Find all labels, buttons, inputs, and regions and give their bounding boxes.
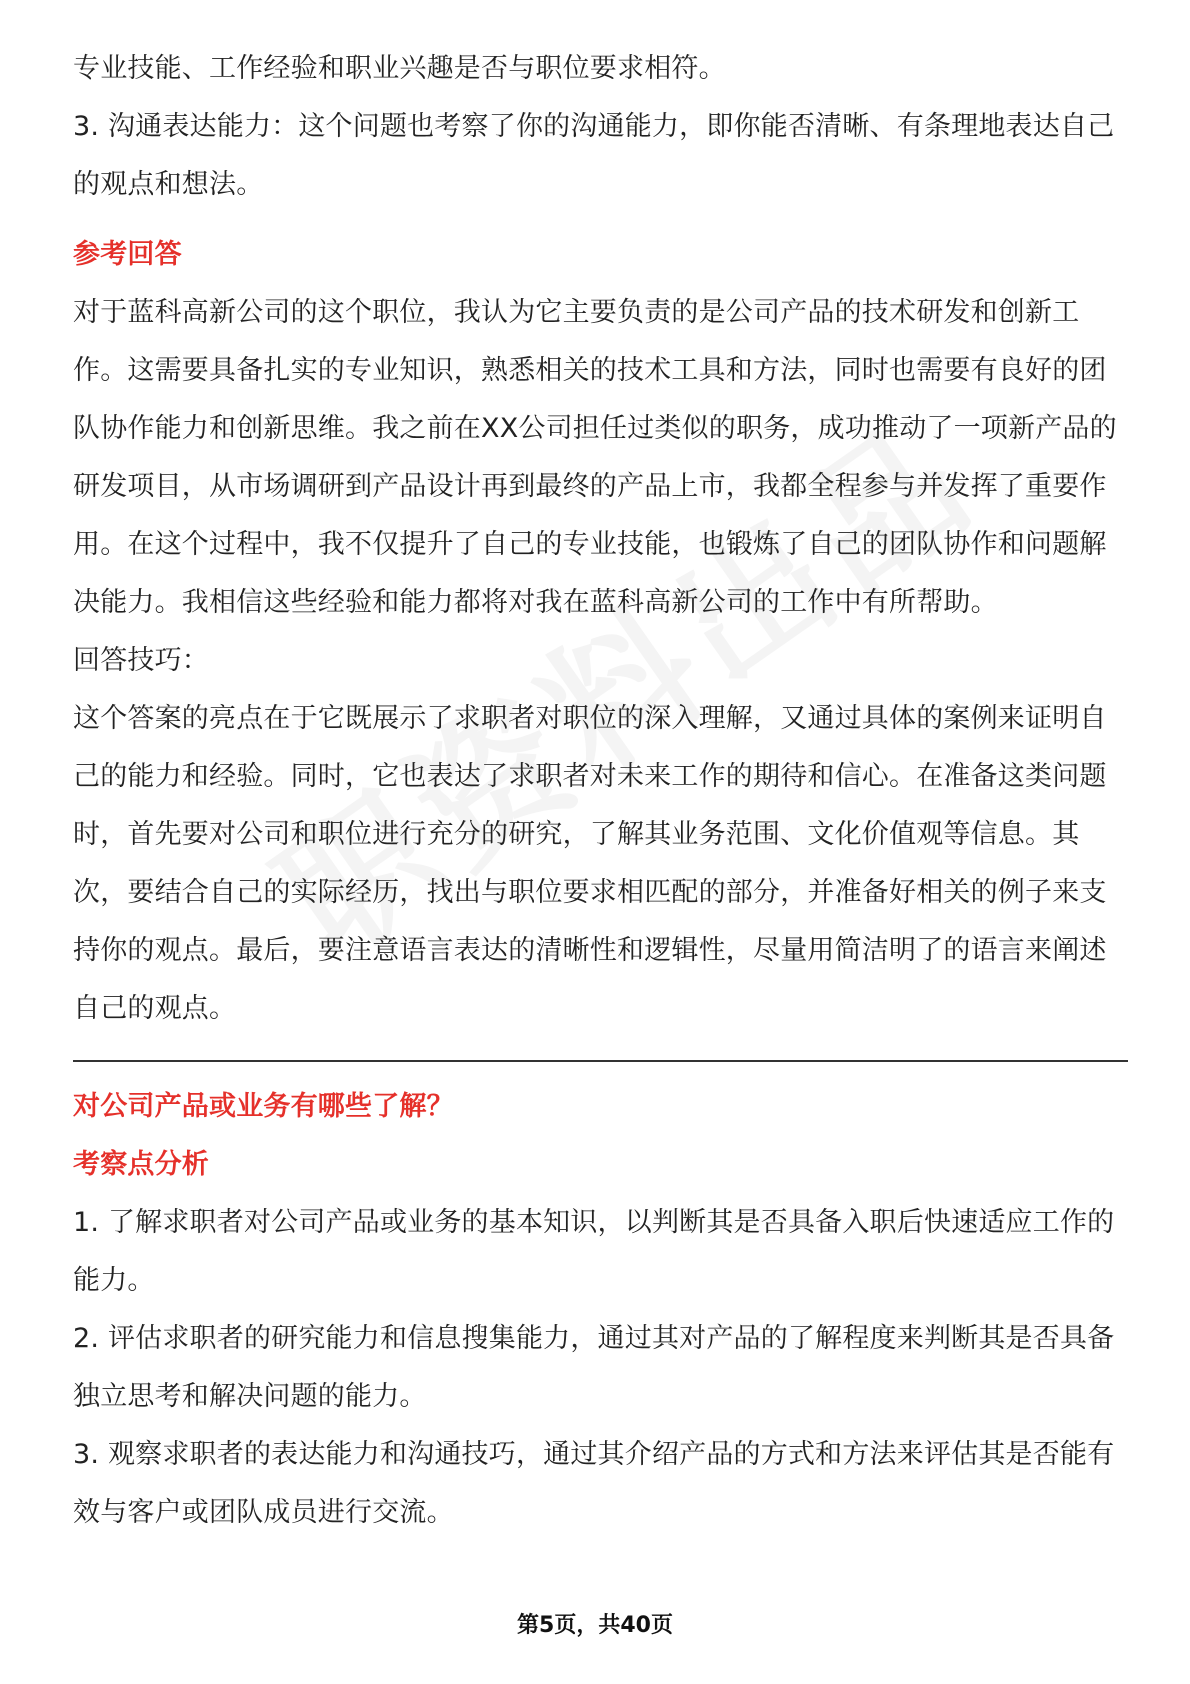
- answer-tips-label: 回答技巧：: [73, 645, 209, 676]
- reference-answer-heading: 参考回答: [73, 239, 182, 270]
- section-divider: [73, 1060, 1128, 1062]
- reference-answer-text: 对于蓝科高新公司的这个职位，我认为它主要负责的是公司产品的技术研发和创新工作。这需要具备扎实的专业知识，熟悉相关的技术工具和方法，同时也需要有良好的团队协作能力和创新思维。我之前在XX公司担任过类似的职务，成功推动了一项新产品的研发项目，从市场调研到产品设计再到最终的产品上市，我都全程参与并发挥了重要作用。在这个过程中，我不仅提升了自己的专业技能，也锻炼了自己的团队协作和问题解决能力。我相信这些经验和能力都将对我在蓝科高新公司的工作中有所帮助。: [73, 297, 1117, 618]
- answer-tips-text: 这个答案的亮点在于它既展示了求职者对职位的深入理解，又通过具体的案例来证明自己的能力和经验。同时，它也表达了求职者对未来工作的期待和信心。在准备这类问题时，首先要对公司和职位进行充分的研究，了解其业务范围、文化价值观等信息。其次，要结合自己的实际经历，找出与职位要求相匹配的部分，并准备好相关的例子来支持你的观点。最后，要注意语言表达的清晰性和逻辑性，尽量用简洁明了的语言来阐述自己的观点。: [73, 703, 1107, 1024]
- page-number: 第5页，共40页: [517, 1613, 673, 1638]
- analysis-item-3: 3. 观察求职者的表达能力和沟通技巧，通过其介绍产品的方式和方法来评估其是否能有效与客户或团队成员进行交流。: [73, 1439, 1115, 1528]
- document-page: [73, 40, 1128, 1542]
- analysis-item-2: 2. 评估求职者的研究能力和信息搜集能力，通过其对产品的了解程度来判断其是否具备独立思考和解决问题的能力。: [73, 1323, 1115, 1412]
- analysis-heading: 考察点分析: [73, 1149, 209, 1180]
- intro-item-3: 3. 沟通表达能力：这个问题也考察了你的沟通能力，即你能否清晰、有条理地表达自己的观点和想法。: [73, 111, 1115, 200]
- analysis-item-1: 1. 了解求职者对公司产品或业务的基本知识，以判断其是否具备入职后快速适应工作的能力。: [73, 1207, 1115, 1296]
- intro-continued-text: 专业技能、工作经验和职业兴趣是否与职位要求相符。: [73, 53, 726, 84]
- question-title: 对公司产品或业务有哪些了解？: [73, 1091, 454, 1122]
